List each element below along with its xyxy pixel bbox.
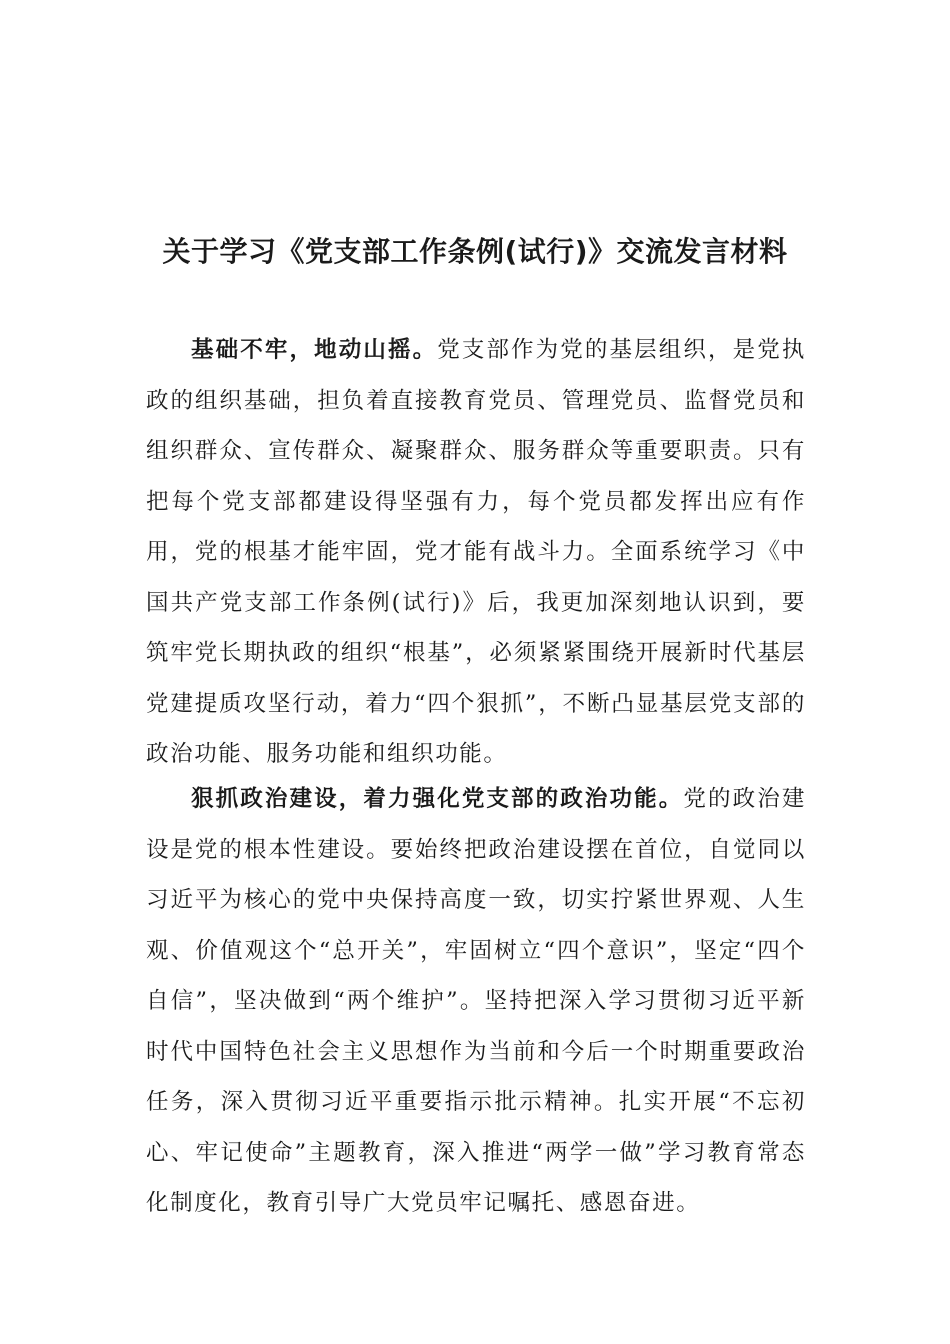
paragraph-2-lead: 狠抓政治建设，着力强化党支部的政治功能。 xyxy=(191,786,684,812)
paragraph-1-lead: 基础不牢，地动山摇。 xyxy=(191,337,438,363)
paragraph-2 xyxy=(146,774,806,1229)
paragraph-1 xyxy=(146,325,806,780)
paragraph-2-text: 党的政治建设是党的根本性建设。要始终把政治建设摆在首位，自觉同以习近平为核心的党中央保持高度一致，切实拧紧世界观、人生观、价值观这个“总开关”，牢固树立“四个意识”，坚定“四个自信”，坚决做到“两个维护”。坚持把深入学习贯彻习近平新时代中国特色社会主义思想作为当前和今后一个时期重要政治任务，深入贯彻习近平重要指示批示精神。扎实开展“不忘初心、牢记使命”主题教育，深入推进“两学一做”学习教育常态化制度化，教育引导广大党员牢记嘱托、感恩奋进。 xyxy=(146,786,806,1216)
paragraph-1-text: 党支部作为党的基层组织，是党执政的组织基础，担负着直接教育党员、管理党员、监督党员和组织群众、宣传群众、凝聚群众、服务群众等重要职责。只有把每个党支部都建设得坚强有力，每个党员都发挥出应有作用，党的根基才能牢固，党才能有战斗力。全面系统学习《中国共产党支部工作条例(试行)》后，我更加深刻地认识到，要筑牢党长期执政的组织“根基”，必须紧紧围绕开展新时代基层党建提质攻坚行动，着力“四个狠抓”，不断凸显基层党支部的政治功能、服务功能和组织功能。 xyxy=(146,337,806,767)
document-title: 关于学习《党支部工作条例(试行)》交流发言材料 xyxy=(162,235,788,268)
